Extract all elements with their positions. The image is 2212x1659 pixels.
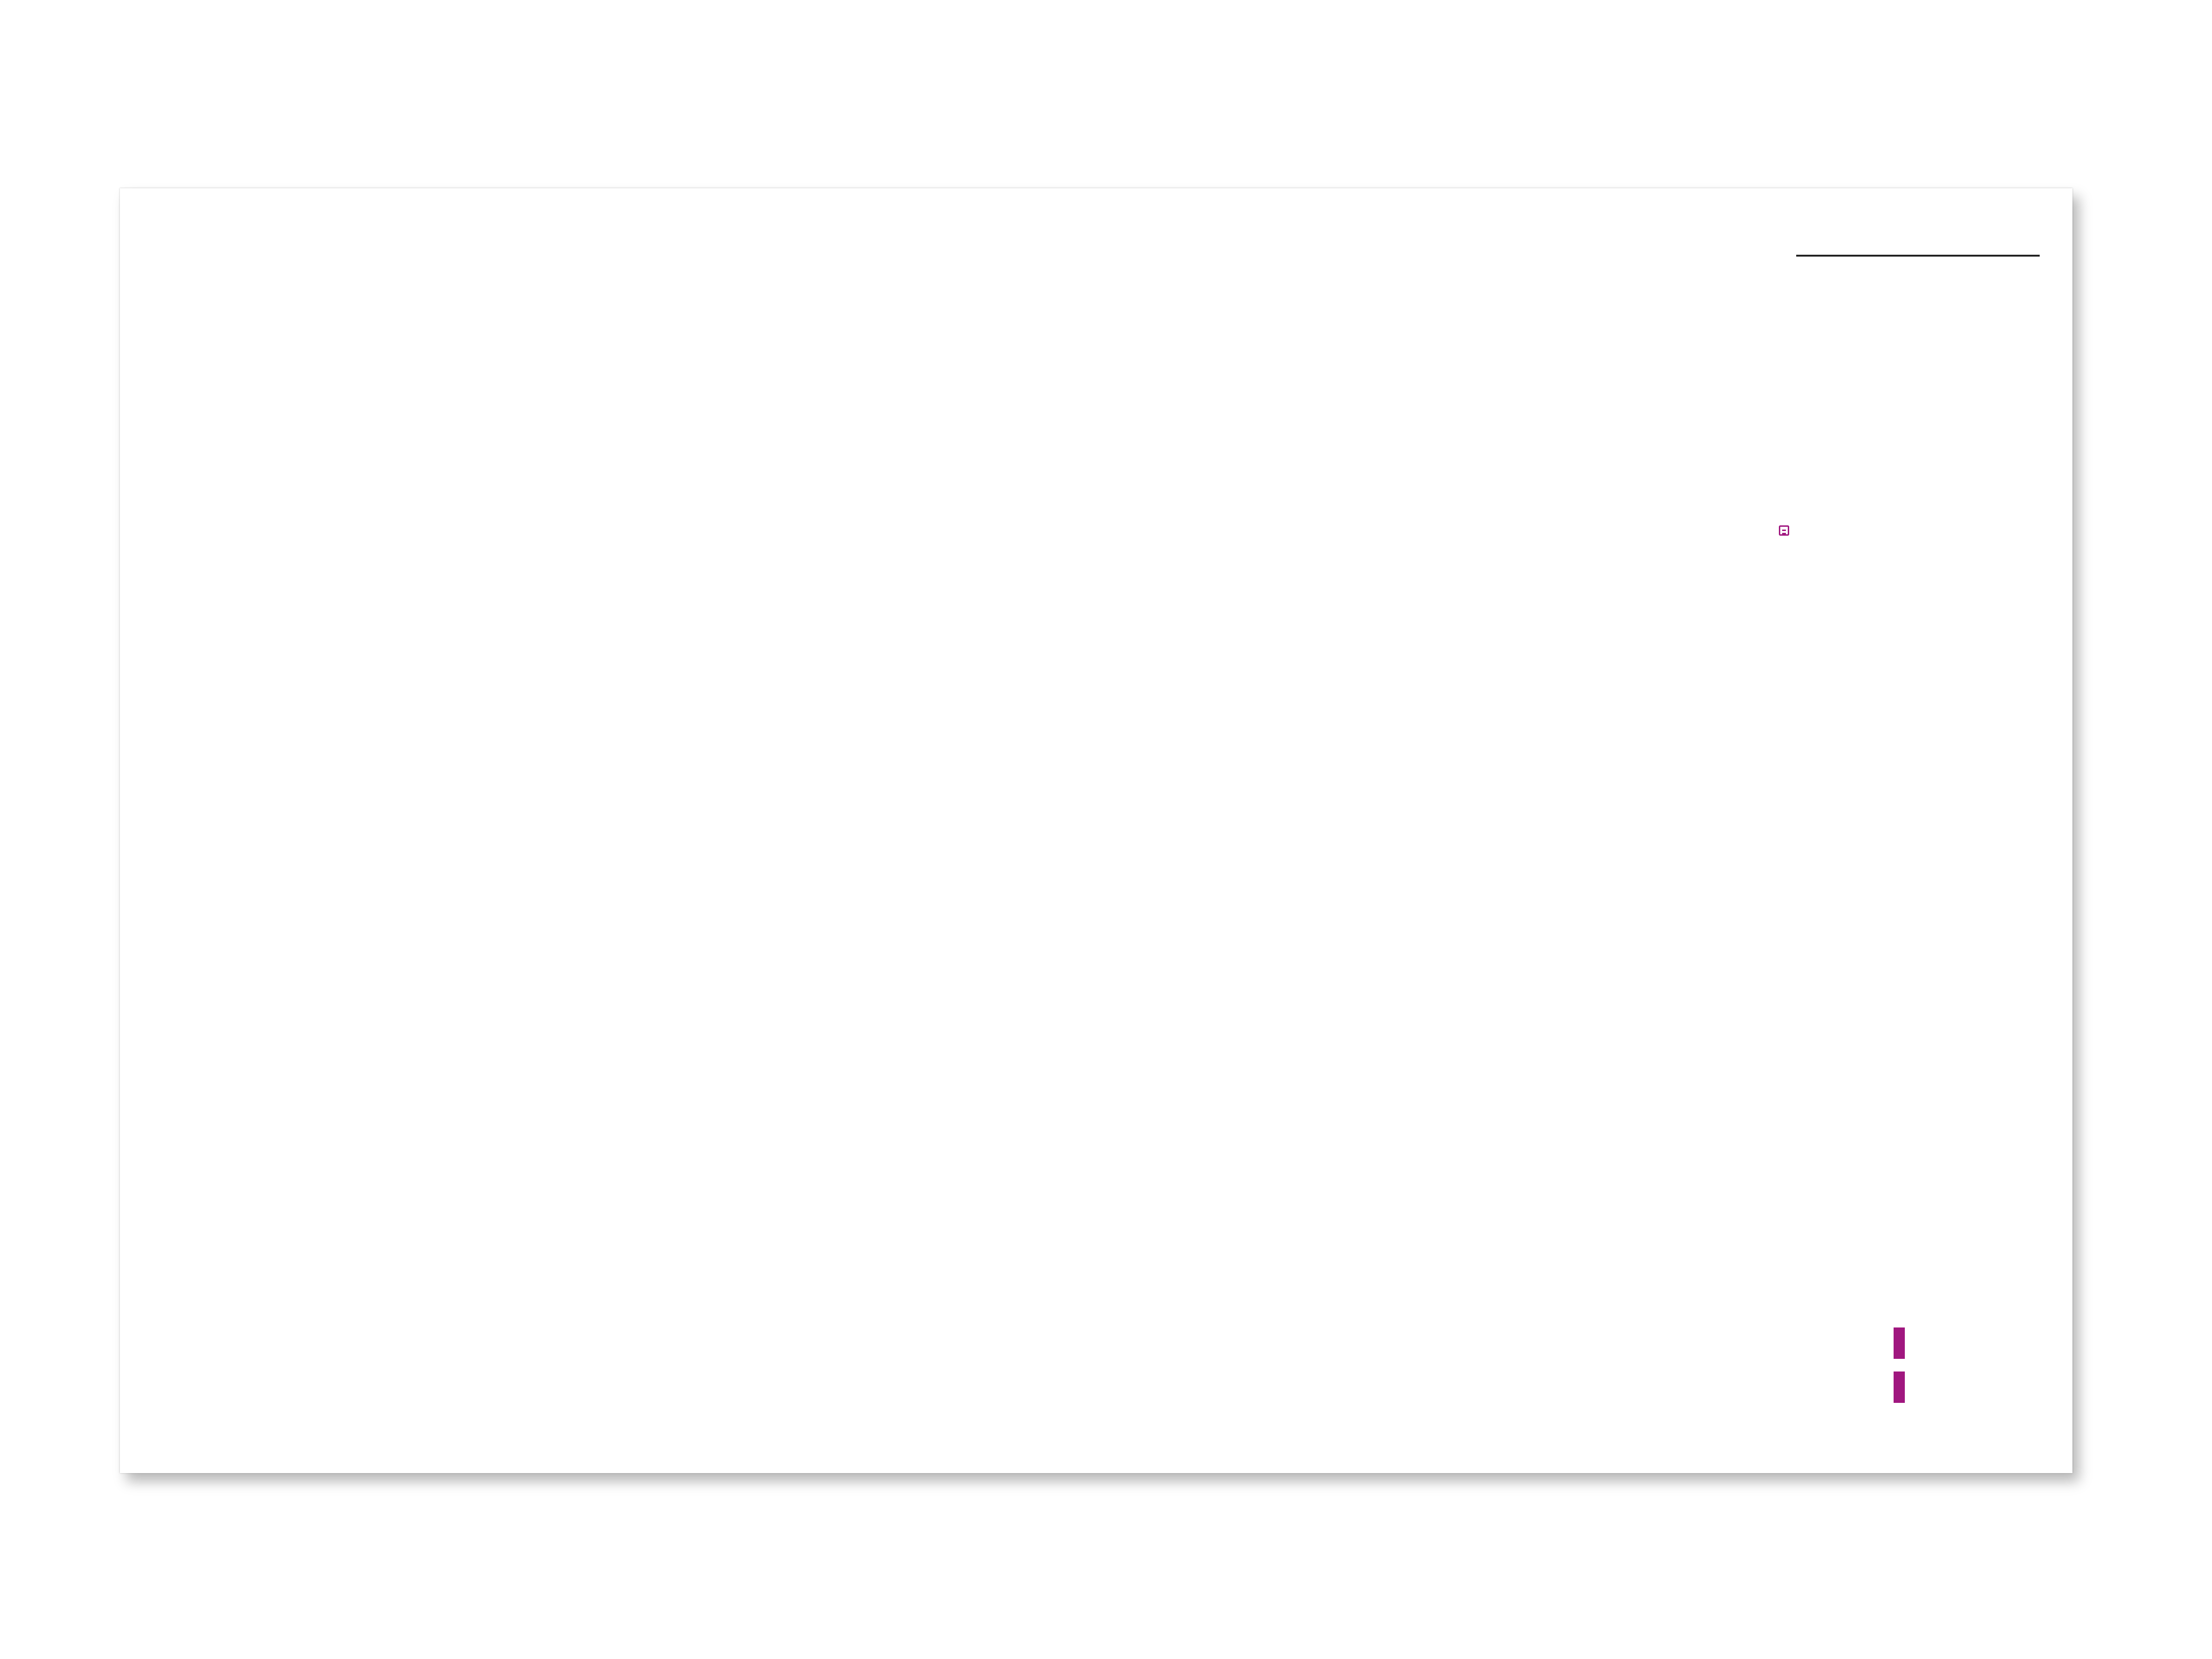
grape-hyacinth-photo bbox=[151, 981, 1112, 1473]
text-column-3 bbox=[1756, 521, 2024, 538]
pull-quote-highlight bbox=[1894, 1327, 1905, 1359]
pull-quote-line bbox=[1745, 1321, 2054, 1365]
standfirst bbox=[244, 907, 1087, 936]
end-of-article-icon bbox=[1779, 525, 1789, 536]
section-header bbox=[1796, 228, 2040, 257]
body-paragraph bbox=[1756, 521, 2024, 538]
page-footer bbox=[1806, 1420, 2040, 1440]
right-accent-bar bbox=[2068, 188, 2101, 1473]
pull-quote-highlight bbox=[1894, 1371, 1905, 1403]
standfirst-line bbox=[244, 907, 1087, 936]
text-column-1 bbox=[1189, 521, 1457, 524]
left-accent-bar bbox=[120, 188, 151, 1473]
pull-quote bbox=[1745, 1321, 2054, 1409]
pull-quote-line bbox=[1745, 1365, 2054, 1409]
shattered-flowers-photo bbox=[151, 188, 1112, 707]
magazine-spread bbox=[120, 188, 2072, 1473]
